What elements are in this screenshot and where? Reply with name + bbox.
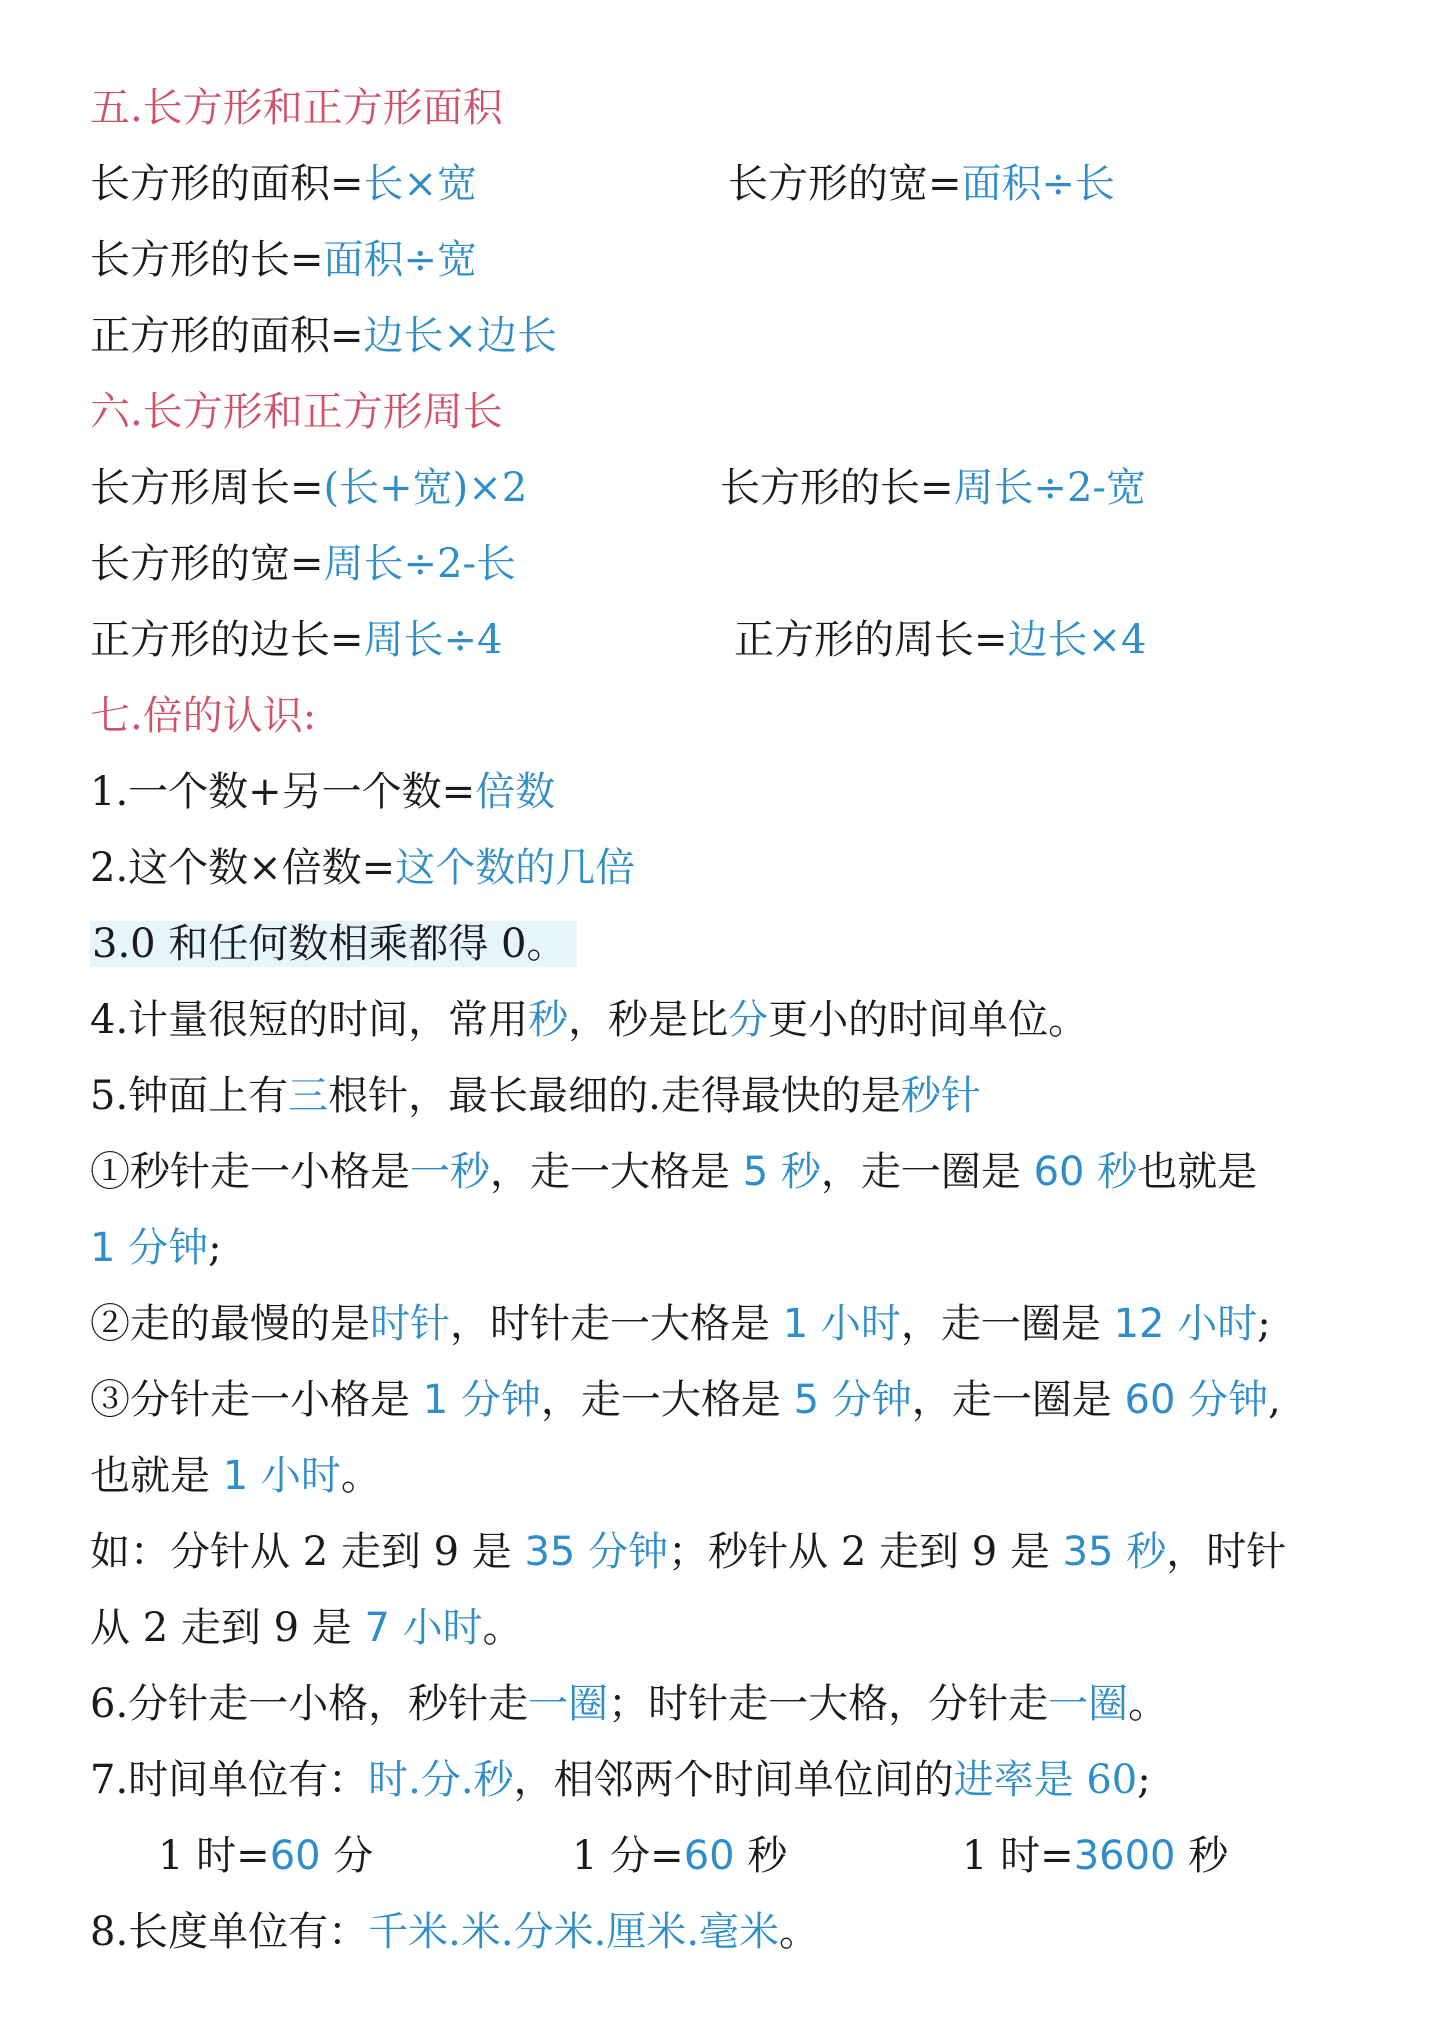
item-answer: 60 bbox=[683, 1833, 735, 1879]
item-text: 7.时间单位有： bbox=[90, 1757, 369, 1803]
item-text: 1 时= bbox=[962, 1833, 1074, 1879]
formula-value: 边长×4 bbox=[1007, 617, 1147, 663]
item-text: ，走一大格是 bbox=[540, 1377, 794, 1423]
item-text: 6.分针走一小格，秒针走 bbox=[90, 1681, 529, 1727]
item-answer: 时.分.秒 bbox=[368, 1757, 514, 1803]
item-text: ，秒是比 bbox=[568, 997, 729, 1043]
item-3 bbox=[90, 906, 577, 982]
item-answer: 5 秒 bbox=[742, 1149, 821, 1195]
item-text: ，走一圈是 bbox=[911, 1377, 1125, 1423]
item-answer: 一秒 bbox=[410, 1149, 490, 1195]
formula-value: 周长÷2-宽 bbox=[953, 465, 1146, 511]
item-text: 从 2 走到 9 是 bbox=[90, 1605, 365, 1651]
item-answer: 秒 bbox=[528, 997, 569, 1043]
item-text: 1.一个数+另一个数= bbox=[90, 769, 476, 815]
item-text: 秒 bbox=[1175, 1833, 1229, 1879]
item-6 bbox=[90, 1666, 1168, 1742]
unit-hour-minute bbox=[158, 1818, 373, 1894]
item-text: ; bbox=[1257, 1301, 1271, 1347]
formula-rect-perimeter bbox=[90, 450, 527, 526]
item-answer: 这个数的几倍 bbox=[395, 845, 636, 891]
example bbox=[90, 1514, 1286, 1590]
item-answer: 35 秒 bbox=[1062, 1529, 1167, 1575]
clock-note-1-cont bbox=[90, 1210, 222, 1286]
formula-key: 正方形的周长= bbox=[734, 617, 1008, 663]
item-text: 2.这个数×倍数= bbox=[90, 845, 396, 891]
item-answer: 1 小时 bbox=[782, 1301, 901, 1347]
formula-key: 长方形周长= bbox=[90, 465, 324, 511]
item-answer: 分 bbox=[728, 997, 769, 1043]
item-text: , bbox=[1268, 1377, 1281, 1423]
item-text: ③分针走一小格是 bbox=[90, 1377, 423, 1423]
item-text: 也就是 bbox=[1137, 1149, 1258, 1195]
clock-note-3-cont bbox=[90, 1438, 381, 1514]
item-text: 根针，最长最细的.走得最快的是 bbox=[328, 1073, 901, 1119]
example-cont bbox=[90, 1590, 523, 1666]
formula-square-perimeter bbox=[734, 602, 1146, 678]
item-7 bbox=[90, 1742, 1151, 1818]
formula-key: 长方形的长= bbox=[90, 237, 324, 283]
formula-value: 周长÷2-长 bbox=[323, 541, 516, 587]
item-text: 如：分针从 2 走到 9 是 bbox=[90, 1529, 525, 1575]
item-answer: 三 bbox=[288, 1073, 329, 1119]
formula-square-area bbox=[90, 298, 557, 374]
item-text: ，走一大格是 bbox=[490, 1149, 743, 1195]
formula-rect-width bbox=[728, 146, 1115, 222]
highlighted-text: 3.0 和任何数相乘都得 0。 bbox=[90, 921, 577, 967]
item-answer: 60 分钟 bbox=[1124, 1377, 1269, 1423]
item-text: ；秒针从 2 走到 9 是 bbox=[668, 1529, 1063, 1575]
item-answer: 60 秒 bbox=[1033, 1149, 1138, 1195]
formula-rect-area bbox=[90, 146, 477, 222]
item-text: 。 bbox=[482, 1605, 523, 1651]
formula-key: 长方形的面积= bbox=[90, 161, 364, 207]
item-answer: 倍数 bbox=[475, 769, 556, 815]
formula-key: 长方形的宽= bbox=[90, 541, 324, 587]
formula-value: 周长÷4 bbox=[363, 617, 503, 663]
item-text: ; bbox=[208, 1225, 222, 1271]
formula-rect-width-from-perimeter bbox=[90, 526, 516, 602]
formula-value: 边长×边长 bbox=[363, 313, 558, 359]
item-text: 。 bbox=[340, 1453, 381, 1499]
item-text: ，时针走一大格是 bbox=[450, 1301, 783, 1347]
item-text: ，走一圈是 bbox=[900, 1301, 1114, 1347]
item-text: 1 时= bbox=[158, 1833, 270, 1879]
item-text: ②走的最慢的是 bbox=[90, 1301, 370, 1347]
formula-key: 长方形的长= bbox=[720, 465, 954, 511]
section-6-title: 六.长方形和正方形周长 bbox=[90, 389, 503, 435]
formula-value: 长×宽 bbox=[363, 161, 478, 207]
item-text: 。 bbox=[1128, 1681, 1169, 1727]
item-answer: 秒针 bbox=[900, 1073, 981, 1119]
item-5 bbox=[90, 1058, 981, 1134]
item-answer: 12 小时 bbox=[1113, 1301, 1258, 1347]
item-8 bbox=[90, 1894, 819, 1970]
clock-note-2 bbox=[90, 1286, 1271, 1362]
item-text: 更小的时间单位。 bbox=[768, 997, 1089, 1043]
formula-key: 正方形的边长= bbox=[90, 617, 364, 663]
item-answer: 5 分钟 bbox=[793, 1377, 912, 1423]
item-4 bbox=[90, 982, 1088, 1058]
item-2 bbox=[90, 830, 635, 906]
formula-key: 正方形的面积= bbox=[90, 313, 364, 359]
item-text: ①秒针走一小格是 bbox=[90, 1149, 410, 1195]
item-text: 5.钟面上有 bbox=[90, 1073, 289, 1119]
formula-square-side bbox=[90, 602, 502, 678]
item-answer: 60 bbox=[269, 1833, 321, 1879]
item-text: ；时针走一大格，分针走 bbox=[608, 1681, 1049, 1727]
formula-value: 面积÷长 bbox=[961, 161, 1116, 207]
item-answer: 1 小时 bbox=[222, 1453, 341, 1499]
formula-rect-length bbox=[90, 222, 477, 298]
section-7-title: 七.倍的认识: bbox=[90, 693, 317, 739]
item-text: ，走一圈是 bbox=[820, 1149, 1034, 1195]
clock-note-3 bbox=[90, 1362, 1281, 1438]
item-text: 秒 bbox=[734, 1833, 788, 1879]
formula-value: (长+宽)×2 bbox=[323, 465, 528, 511]
item-answer: 进率是 60 bbox=[953, 1757, 1138, 1803]
item-text: 也就是 bbox=[90, 1453, 223, 1499]
item-text: ，相邻两个时间单位间的 bbox=[513, 1757, 954, 1803]
item-1 bbox=[90, 754, 555, 830]
item-text: ，时针 bbox=[1166, 1529, 1287, 1575]
item-answer: 3600 bbox=[1073, 1833, 1176, 1879]
item-answer: 7 小时 bbox=[364, 1605, 483, 1651]
formula-value: 面积÷宽 bbox=[323, 237, 478, 283]
formula-rect-length-from-perimeter bbox=[720, 450, 1146, 526]
item-answer: 1 分钟 bbox=[90, 1225, 209, 1271]
item-answer: 一圈 bbox=[528, 1681, 609, 1727]
section-5-title: 五.长方形和正方形面积 bbox=[90, 85, 503, 131]
clock-note-1 bbox=[90, 1134, 1257, 1210]
unit-hour-second bbox=[962, 1818, 1228, 1894]
unit-minute-second bbox=[572, 1818, 787, 1894]
item-text: 。 bbox=[779, 1909, 820, 1955]
item-text: 4.计量很短的时间，常用 bbox=[90, 997, 529, 1043]
formula-key: 长方形的宽= bbox=[728, 161, 962, 207]
item-text: 1 分= bbox=[572, 1833, 684, 1879]
item-answer: 一圈 bbox=[1048, 1681, 1129, 1727]
item-answer: 1 分钟 bbox=[422, 1377, 541, 1423]
item-text: ; bbox=[1137, 1757, 1151, 1803]
item-answer: 时针 bbox=[370, 1301, 450, 1347]
item-text: 8.长度单位有： bbox=[90, 1909, 369, 1955]
item-answer: 35 分钟 bbox=[524, 1529, 669, 1575]
item-answer: 千米.米.分米.厘米.毫米 bbox=[368, 1909, 780, 1955]
item-text: 分 bbox=[320, 1833, 374, 1879]
